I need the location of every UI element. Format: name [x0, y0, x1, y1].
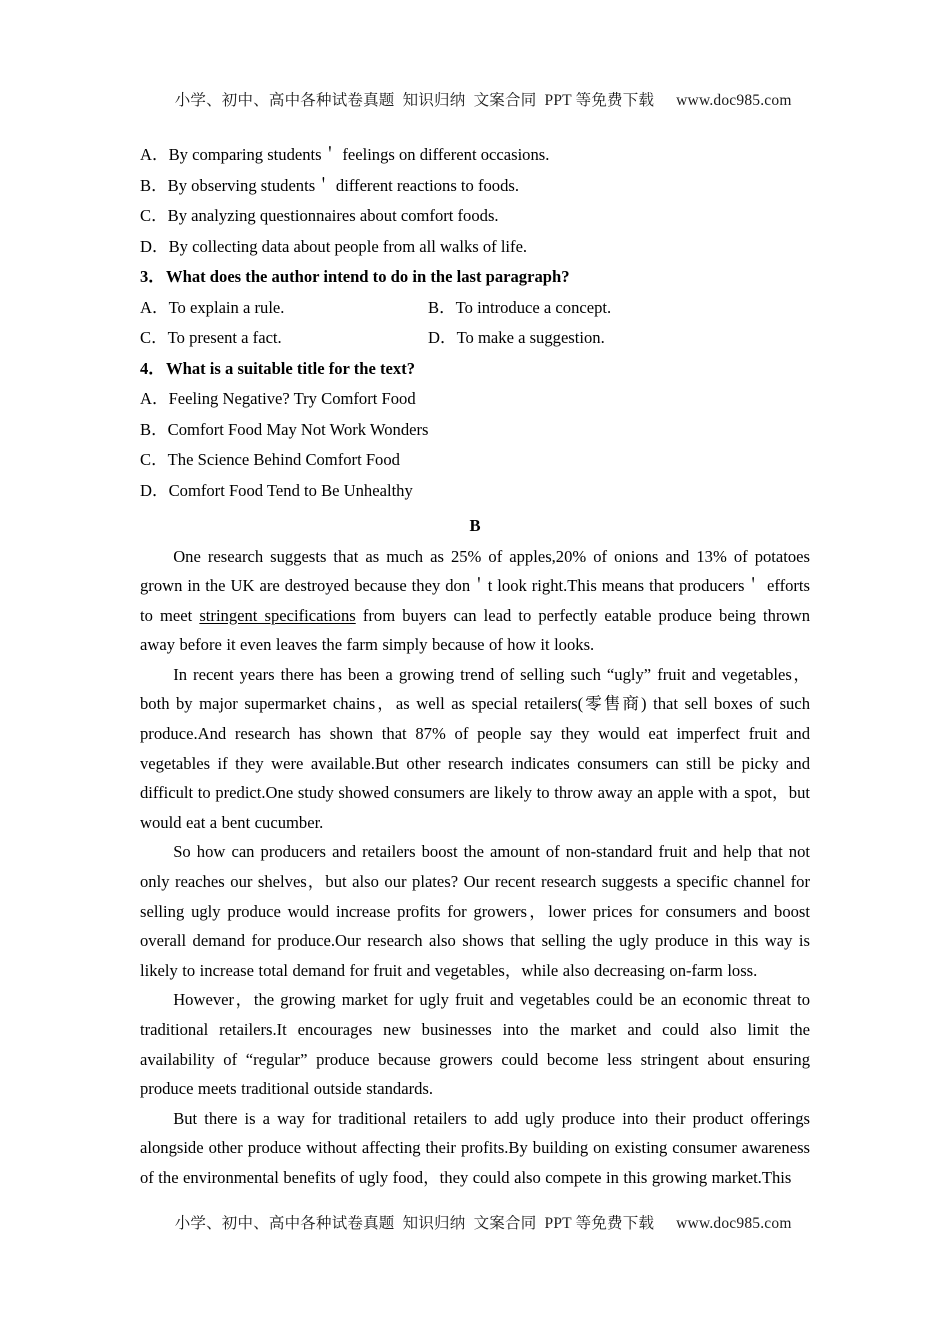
question-2-options: [140, 140, 810, 262]
option-letter: D．: [140, 480, 169, 500]
option-letter: A．: [140, 297, 169, 317]
option-row: [140, 171, 810, 202]
option-b[interactable]: [428, 293, 611, 324]
question-3-stem: [140, 262, 810, 293]
question-4-stem: [140, 354, 810, 385]
option-d[interactable]: [428, 323, 605, 354]
option-row[interactable]: [140, 384, 810, 415]
option-letter: C．: [140, 450, 168, 469]
question-3-options-row-1: [140, 293, 810, 324]
option-text[interactable]: By analyzing questionnaires about comfort foods.: [167, 206, 499, 225]
option-text[interactable]: By collecting data about people from all walks of life.: [168, 236, 528, 256]
option-text: Comfort Food May Not Work Wonders: [167, 419, 429, 439]
footer-watermark: [0, 1193, 950, 1251]
passage-paragraph-2: In recent years there has been a growing trend of selling such “ugly” fruit and vegetables，both by major supermarket chains，as well as special retailers(零售商) that sell boxes of such produce.And research has shown that 87% of people say they would eat imperfect fruit and vegetables if they were available.But other research indicates consumers can still be picky and difficult to predict.One study showed consumers are likely to throw away an apple with a spot，but would eat a bent cucumber.: [140, 664, 810, 832]
passage-paragraph-3: So how can producers and retailers boost the amount of non-standard fruit and help that not only reaches our shelves，but also our plates? Our recent research suggests a specific channel for selling ugly produce would increase profits for growers，lower prices for consumers and boost overall demand for produce.Our research also shows that selling the ugly produce in this way is likely to increase total demand for fruit and vegetables，while also decreasing on-farm loss.: [140, 842, 810, 980]
passage-paragraph-1: [140, 542, 810, 660]
option-text: To explain a rule.: [168, 297, 285, 317]
option-letter: B．: [428, 297, 456, 317]
question-4-options: [140, 384, 810, 506]
option-letter: A．: [140, 389, 169, 408]
underlined-phrase: stringent specifications: [199, 605, 356, 625]
option-text[interactable]: By comparing students＇ feelings on different occasions.: [168, 145, 550, 164]
passage-paragraph-5: But there is a way for traditional retailers to add ugly produce into their product offerings alongside other produce without affecting their profits.By building on existing consumer awareness of the environmental benefits of ugly food，they could also compete in this growing market.This: [140, 1108, 810, 1187]
option-row[interactable]: [140, 415, 810, 446]
option-row[interactable]: [140, 476, 810, 507]
question-number: 4．: [140, 358, 165, 378]
page-content: [140, 140, 810, 1193]
option-text: Comfort Food Tend to Be Unhealthy: [168, 480, 413, 500]
paragraph-1-part-2: from buyers can lead to perfectly eatable produce being thrown away before it even leaves the farm simply because of how it looks.: [140, 605, 810, 655]
option-text: To make a suggestion.: [456, 328, 605, 347]
option-letter: C．: [140, 206, 168, 225]
option-text: The Science Behind Comfort Food: [167, 450, 400, 469]
option-row[interactable]: [140, 445, 810, 476]
header-watermark: [0, 70, 950, 128]
option-row: [140, 232, 810, 263]
passage-paragraph-4: However，the growing market for ugly fruit and vegetables could be an economic threat to traditional retailers.It encourages new businesses into the market and could also limit the availability of “regular” produce because growers could become less stringent about ensuring produce meets traditional outside standards.: [140, 990, 810, 1099]
option-c[interactable]: [140, 323, 428, 354]
option-text: Feeling Negative? Try Comfort Food: [168, 389, 416, 408]
footer-watermark-text: 小学、初中、高中各种试卷真题 知识归纳 文案合同 PPT 等免费下载: [174, 1215, 655, 1232]
option-row: [140, 201, 810, 232]
question-3-options-row-2: [140, 323, 810, 354]
option-a[interactable]: [140, 293, 428, 324]
option-letter: A．: [140, 145, 169, 164]
question-text: What does the author intend to do in the last paragraph?: [166, 267, 570, 286]
option-text: To present a fact.: [167, 328, 282, 347]
footer-watermark-url: www.doc985.com: [676, 1215, 792, 1232]
header-watermark-text: 小学、初中、高中各种试卷真题 知识归纳 文案合同 PPT 等免费下载: [174, 92, 655, 109]
question-text: What is a suitable title for the text?: [166, 358, 416, 378]
option-letter: D．: [428, 328, 457, 347]
option-row: [140, 140, 810, 171]
option-text: To introduce a concept.: [455, 297, 612, 317]
option-letter: C．: [140, 328, 168, 347]
header-watermark-url: www.doc985.com: [676, 92, 792, 109]
option-letter: D．: [140, 236, 169, 256]
option-letter: B．: [140, 175, 168, 195]
question-number: 3．: [140, 267, 165, 286]
passage-section-letter: B: [469, 516, 481, 535]
option-letter: B．: [140, 419, 168, 439]
option-text[interactable]: By observing students＇ different reactions to foods.: [167, 175, 520, 195]
paragraph-1-part-1: One research suggests that as much as 25% of apples,20% of onions and 13% of potatoes grown in the UK are destroyed because they don＇t look right.This means that producers＇ efforts to meet: [140, 546, 810, 625]
